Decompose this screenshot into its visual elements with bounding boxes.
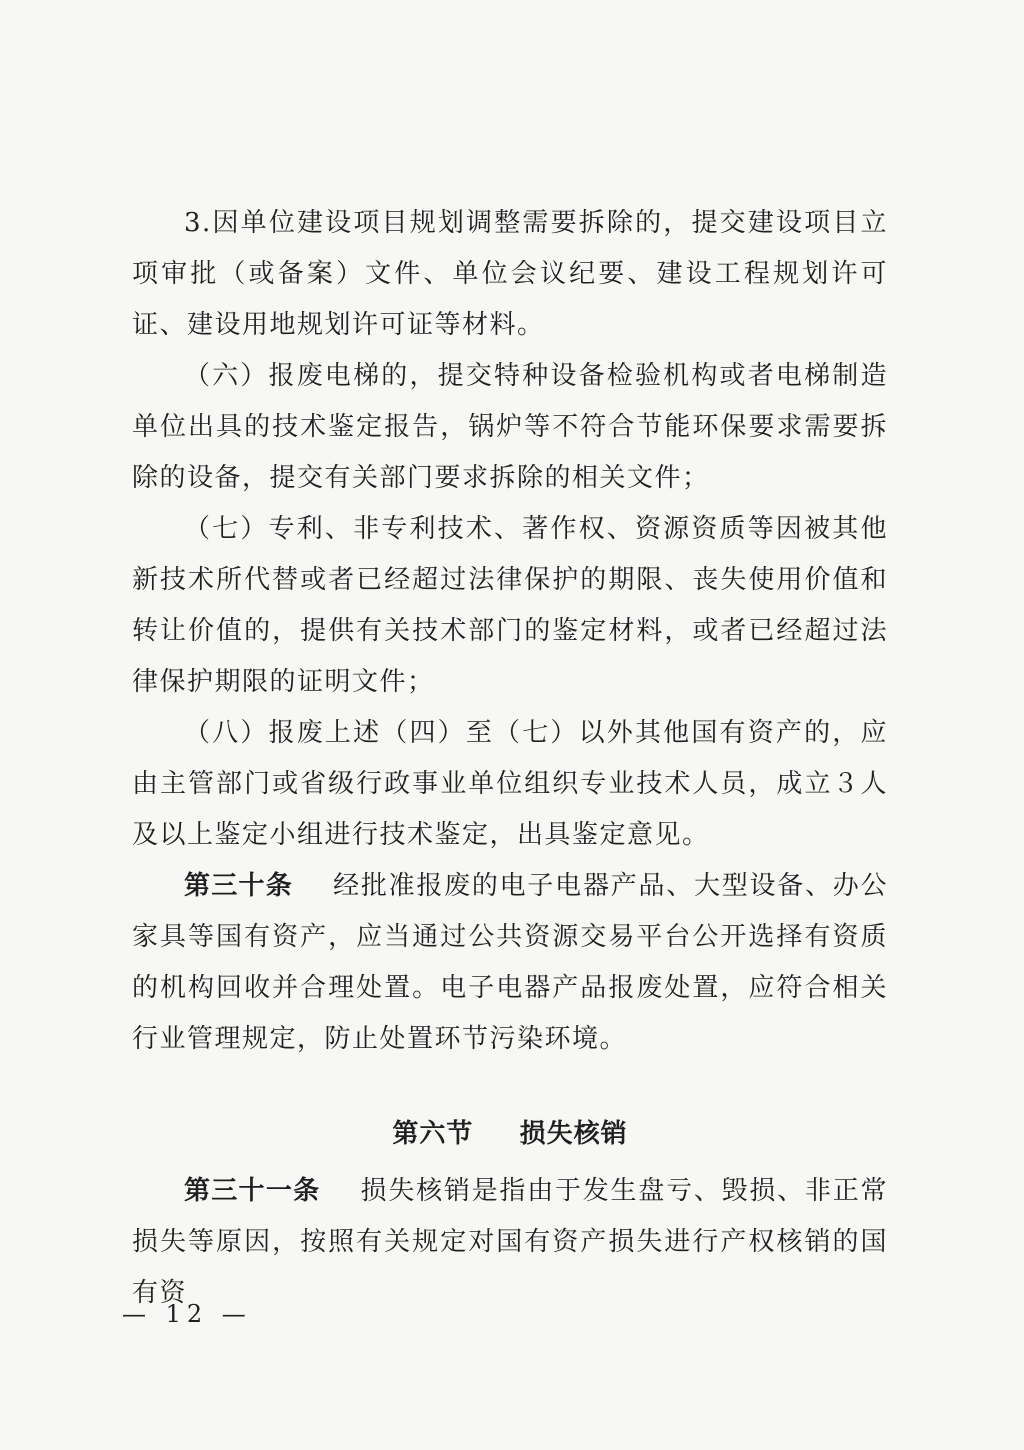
section-title: 损失核销 xyxy=(519,1119,628,1149)
paragraph-text: （六）报废电梯的，提交特种设备检验机构或者电梯制造单位出具的技术鉴定报告，锅炉等不符合节能环保要求需要拆除的设备，提交有关部门要求拆除的相关文件； xyxy=(132,361,888,493)
paragraph-item-3 xyxy=(132,198,888,351)
article-31-text: 损失核销是指由于发生盘亏、毁损、非正常损失等原因，按照有关规定对国有资产损失进行产权核销的国有资 xyxy=(132,1176,888,1308)
article-30 xyxy=(132,861,888,1065)
article-31 xyxy=(132,1166,888,1319)
paragraph-item-7 xyxy=(132,504,888,708)
paragraph-text: （八）报废上述（四）至（七）以外其他国有资产的，应由主管部门或省级行政事业单位组织专业技术人员，成立３人及以上鉴定小组进行技术鉴定，出具鉴定意见。 xyxy=(132,718,888,850)
article-30-label: 第三十条 xyxy=(184,871,294,901)
paragraph-text: （七）专利、非专利技术、著作权、资源资质等因被其他新技术所代替或者已经超过法律保护的期限、丧失使用价值和转让价值的，提供有关技术部门的鉴定材料，或者已经超过法律保护期限的证明文件； xyxy=(132,514,888,697)
article-30-text: 经批准报废的电子电器产品、大型设备、办公家具等国有资产，应当通过公共资源交易平台公开选择有资质的机构回收并合理处置。电子电器产品报废处置，应符合相关行业管理规定，防止处置环节污染环境。 xyxy=(132,871,889,1054)
section-number: 第六节 xyxy=(392,1119,474,1149)
document-body xyxy=(132,198,888,1319)
paragraph-item-8 xyxy=(132,708,888,861)
article-31-label: 第三十一条 xyxy=(184,1176,321,1206)
paragraph-text: 3.因单位建设项目规划调整需要拆除的，提交建设项目立项审批（或备案）文件、单位会议纪要、建设工程规划许可证、建设用地规划许可证等材料。 xyxy=(132,208,888,340)
article-31-spacer xyxy=(330,1176,350,1206)
article-30-spacer xyxy=(303,871,323,901)
section-heading xyxy=(132,1109,888,1160)
page-number: — 12 — xyxy=(122,1300,252,1328)
paragraph-item-6 xyxy=(132,351,888,504)
